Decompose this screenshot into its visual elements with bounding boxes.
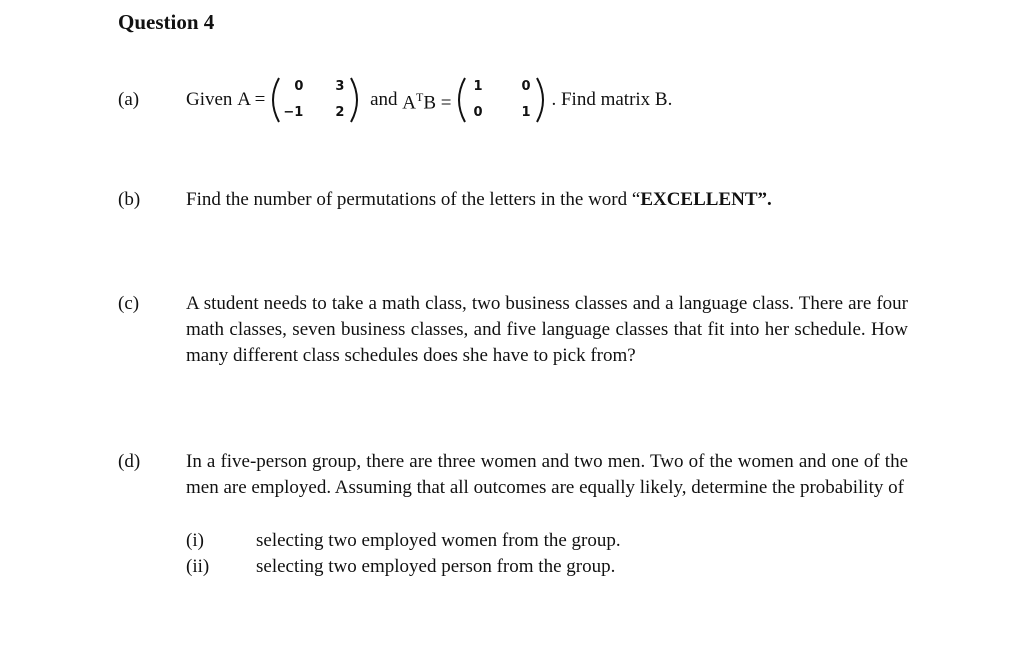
part-d-item-i-label: (i) [186, 530, 204, 551]
part-a-text [186, 74, 966, 126]
part-b-word: EXCELLENT”. [640, 189, 772, 210]
part-b-text [186, 187, 908, 213]
part-d-item-ii-text: selecting two employed person from the group. [256, 556, 616, 577]
atb-label: $A^TB$ = [402, 89, 452, 114]
part-b-text-prefix: Find the number of permutations of the letters in the word “ [186, 189, 641, 210]
part-c-text: A student needs to take a math class, two business classes and a language class. There are four math classes, seven business classes, and five language classes that fit into her schedule. How many different class schedules does she have to pick from? [186, 293, 908, 366]
matrix-atb [453, 74, 549, 126]
matrix-a-cell-22: 2 [335, 105, 345, 120]
part-d-label: (d) [118, 451, 141, 472]
part-d-item-i-text: selecting two employed women from the group. [256, 530, 621, 551]
matrix-atb-cell-21: 0 [473, 105, 483, 120]
part-d-text: In a five-person group, there are three women and two men. Two of the women and one of the men are employed. Assuming that all outcomes are equally likely, determine the probability of [186, 451, 908, 498]
matrix-a-cell-21: −1 [283, 105, 304, 120]
matrix-atb-cell-11: 1 [473, 79, 483, 94]
matrix-a-prefix: A = [237, 89, 266, 110]
question-title: Question 4 [118, 10, 215, 34]
matrix-a-cell-11: 0 [294, 79, 304, 94]
given-word: Given [186, 89, 233, 110]
part-d-item-ii-label: (ii) [186, 556, 210, 577]
part-c-label: (c) [118, 293, 140, 314]
matrix-a-cell-12: 3 [335, 79, 345, 94]
part-b-label: (b) [118, 189, 141, 210]
matrix-atb-cell-22: 1 [521, 105, 531, 120]
matrix-a [267, 74, 363, 126]
matrix-atb-cell-12: 0 [521, 79, 531, 94]
part-a-label: (a) [118, 89, 140, 110]
find-matrix-b: . Find matrix B. [551, 89, 673, 110]
and-word: and [370, 89, 398, 110]
